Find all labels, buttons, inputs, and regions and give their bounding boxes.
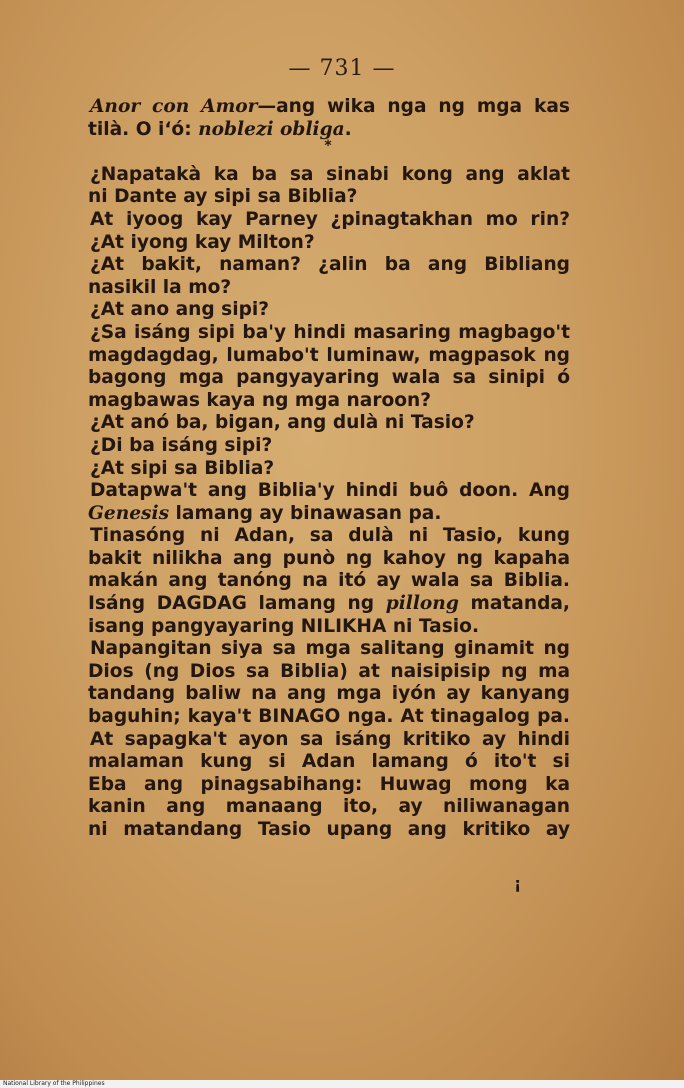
text-line: * [324,138,334,155]
italic-phrase: pillong [385,593,459,615]
text-line: ni Dante ay sipi sa Biblia? [88,186,358,208]
text-fragment: —ang wika nga ng mga kas [257,96,570,117]
page-number: — 731 — [288,56,396,81]
text-line: bakit nilikha ang punò ng kahoy ng kapaha [88,547,570,569]
text-line: nasikil la mo? [88,276,232,298]
text-line [88,503,570,526]
text-fragment: Isáng DAGDAG lamang ng [88,593,386,615]
text-fragment: tilà. O i‘ó: [88,118,199,140]
text-fragment: lamang ay binawasan pa. [169,502,442,524]
text-line: isang pangyayaring NILIKHA ni Tasio. [88,615,480,637]
text-line: ¿At anó ba, bigan, ang dulà ni Tasio? [90,412,475,434]
text-line: ¿Sa isáng sipi ba'y hindi masaring magbago't [90,321,570,343]
text-line: magbawas kaya ng mga naroon? [88,389,432,411]
text-line: At iyoog kay Parney ¿pinagtakhan mo rin? [90,208,570,230]
text-line: Napangitan siya sa mga salitang ginamit ng [90,638,570,660]
bottom-mark: ¡ [514,874,522,893]
text-line [88,96,570,119]
text-line: ¿At sipi sa Biblia? [90,457,275,479]
text-line: Eba ang pinagsabihang: Huwag mong ka [88,773,570,795]
text-line: magdagdag, lumabo't luminaw, magpasok ng [88,344,570,366]
italic-phrase: noblezi obliga [198,118,345,140]
italic-phrase: Genesis [88,502,170,524]
text-line: Tinasóng ni Adan, sa dulà ni Tasio, kung [90,525,570,547]
body-text [88,96,570,842]
text-line: bagong mga pangyayaring wala sa sinipi ó [88,367,570,389]
text-line: tandang baliw na ang mga iyón ay kanyang [88,683,570,705]
text-line: malaman kung si Adan lamang ó ito't si [88,751,570,773]
text-line: kanin ang manaang ito, ay niliwanagan [88,796,570,818]
text-line: ¿At ano ang sipi? [90,299,270,321]
text-line: ¿At iyong kay Milton? [90,231,315,253]
text-line: ni matandang Tasio upang ang kritiko ay [88,819,570,840]
text-fragment: matanda, [458,593,570,615]
text-line: ¿At bakit, naman? ¿alin ba ang Bibliang [90,254,570,276]
text-line: baguhin; kaya't BINAGO nga. At tinagalog pa. [88,706,570,728]
text-fragment: . [344,118,352,140]
text-line: ¿Napatakà ka ba sa sinabi kong ang aklat [90,163,570,185]
italic-phrase: Anor con Amor [90,96,258,117]
text-line: Datapwa't ang Biblia'y hindi buô doon. Ang [90,480,570,502]
text-line: At sapagka't ayon sa isáng kritiko ay hindi [90,728,570,750]
library-footer: National Library of the Philippines [0,1080,684,1088]
text-line [88,593,570,616]
text-line: ¿Di ba isáng sipi? [90,434,273,456]
text-line: Dios (ng Dios sa Biblia) at naisipisip ng ma [88,660,570,682]
text-line: makán ang tanóng na itó ay wala sa Biblia. [88,570,570,592]
